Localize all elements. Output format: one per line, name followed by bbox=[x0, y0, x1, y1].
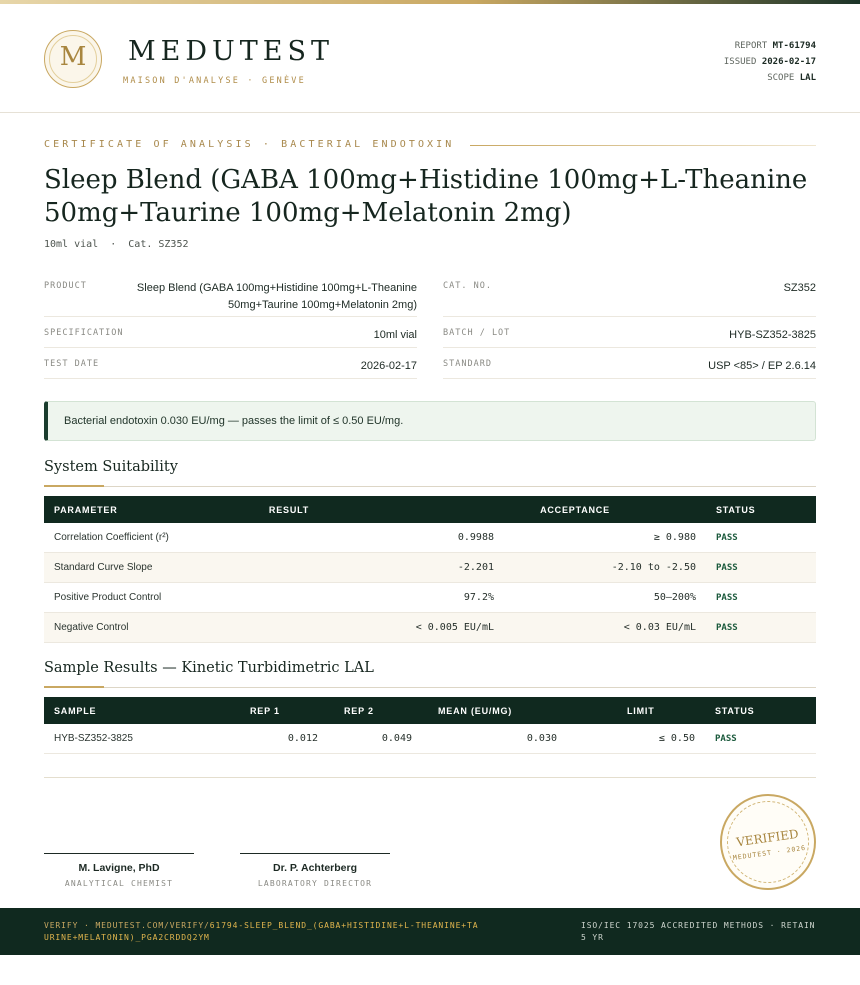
footer-bar bbox=[0, 908, 860, 955]
field-specification bbox=[44, 325, 417, 348]
brand-tagline: MAISON D'ANALYSE · GENÈVE bbox=[123, 76, 306, 86]
cell-result: 0.9988 bbox=[224, 523, 504, 553]
status-badge: PASS bbox=[706, 523, 816, 553]
section-title-samples: Sample Results — Kinetic Turbidimetric LAL bbox=[44, 660, 374, 676]
cell-result: -2.201 bbox=[224, 553, 504, 583]
signature-block-chemist bbox=[44, 853, 194, 888]
field-cat-no bbox=[443, 278, 816, 317]
issued-date: ISSUED 2026-02-17 bbox=[723, 57, 816, 67]
product-subline: 10ml vial · Cat. SZ352 bbox=[44, 239, 189, 250]
field-batch bbox=[443, 325, 816, 348]
table-row bbox=[44, 724, 816, 754]
table-row bbox=[44, 583, 816, 613]
report-scope: SCOPE LAL bbox=[767, 73, 816, 83]
verify-link[interactable]: VERIFY · MEDUTEST.COM/VERIFY/61794-SLEEP_BLEND_(GABA+HISTIDINE+L-THEANINE+TAURINE+MELATONIN)_PGA2CRDDQ2YM bbox=[44, 921, 479, 942]
cell-sample: HYB-SZ352-3825 bbox=[44, 724, 234, 754]
signature-divider bbox=[44, 777, 816, 778]
sample-results-table bbox=[44, 697, 816, 754]
table-header-row bbox=[44, 697, 816, 724]
cell-acceptance: -2.10 to -2.50 bbox=[504, 553, 706, 583]
field-value: 10ml vial bbox=[373, 329, 417, 341]
verify-code: 61794-SLEEP_BLEND_(GABA+HISTIDINE+L-THEANINE+TAURINE+MELATONIN)_PGA2CRDDQ2YM bbox=[44, 921, 479, 942]
cell-parameter: Correlation Coefficient (r²) bbox=[44, 523, 224, 553]
status-badge: PASS bbox=[706, 613, 816, 643]
field-label: PRODUCT bbox=[44, 281, 87, 291]
cell-result: < 0.005 EU/mL bbox=[224, 613, 504, 643]
signatory-role: LABORATORY DIRECTOR bbox=[257, 879, 373, 888]
section-title-suitability: System Suitability bbox=[44, 459, 178, 475]
field-value: HYB-SZ352-3825 bbox=[729, 329, 816, 341]
col-header-status: STATUS bbox=[705, 697, 816, 724]
field-value: Sleep Blend (GABA 100mg+Histidine 100mg+L-Theanine 50mg+Taurine 100mg+Melatonin 2mg) bbox=[136, 282, 417, 311]
field-label: STANDARD bbox=[443, 359, 492, 369]
signature-block-director bbox=[240, 853, 390, 888]
section-rule bbox=[44, 687, 816, 688]
document-kicker: CERTIFICATE OF ANALYSIS · BACTERIAL ENDOTOXIN bbox=[44, 139, 455, 150]
signatory-name: Dr. P. Achterberg bbox=[272, 862, 358, 874]
table-row bbox=[44, 613, 816, 643]
section-rule-accent bbox=[44, 686, 104, 688]
signatory-name: M. Lavigne, PhD bbox=[78, 862, 160, 874]
field-value: 2026-02-17 bbox=[360, 360, 417, 372]
signatory-role: ANALYTICAL CHEMIST bbox=[64, 879, 174, 888]
result-notice-text: Bacterial endotoxin 0.030 EU/mg — passes the limit of ≤ 0.50 EU/mg. bbox=[64, 415, 404, 427]
cell-acceptance: < 0.03 EU/mL bbox=[504, 613, 706, 643]
field-value: USP <85> / EP 2.6.14 bbox=[708, 360, 816, 372]
verified-stamp bbox=[714, 788, 822, 896]
table-row bbox=[44, 523, 816, 553]
status-badge: PASS bbox=[706, 583, 816, 613]
cell-parameter: Negative Control bbox=[44, 613, 224, 643]
col-header-result: RESULT bbox=[224, 496, 504, 523]
suitability-table bbox=[44, 496, 816, 643]
cell-acceptance: 50–200% bbox=[504, 583, 706, 613]
brand-logo: M bbox=[44, 30, 102, 88]
table-header-row bbox=[44, 496, 816, 523]
field-label: TEST DATE bbox=[44, 359, 100, 369]
col-header-status: STATUS bbox=[706, 496, 816, 523]
cell-result: 97.2% bbox=[224, 583, 504, 613]
product-title: Sleep Blend (GABA 100mg+Histidine 100mg+L-Theanine 50mg+Taurine 100mg+Melatonin 2mg) bbox=[44, 165, 808, 228]
col-header-sample: SAMPLE bbox=[44, 697, 234, 724]
cell-rep2: 0.049 bbox=[328, 724, 422, 754]
section-rule bbox=[44, 486, 816, 487]
stamp-text: VERIFIED bbox=[735, 826, 800, 850]
kicker-divider bbox=[470, 145, 816, 146]
cell-rep1: 0.012 bbox=[234, 724, 328, 754]
field-product bbox=[44, 278, 417, 317]
col-header-limit: LIMIT bbox=[567, 697, 705, 724]
col-header-acceptance: ACCEPTANCE bbox=[504, 496, 706, 523]
cell-parameter: Positive Product Control bbox=[44, 583, 224, 613]
col-header-rep1: REP 1 bbox=[234, 697, 328, 724]
field-test-date bbox=[44, 356, 417, 379]
cell-limit: ≤ 0.50 bbox=[567, 724, 705, 754]
report-header bbox=[0, 4, 860, 113]
col-header-mean: MEAN (EU/MG) bbox=[422, 697, 567, 724]
cell-acceptance: ≥ 0.980 bbox=[504, 523, 706, 553]
col-header-parameter: PARAMETER bbox=[44, 496, 224, 523]
col-header-rep2: REP 2 bbox=[328, 697, 422, 724]
report-id: REPORT MT-61794 bbox=[734, 41, 816, 51]
cell-parameter: Standard Curve Slope bbox=[44, 553, 224, 583]
status-badge: PASS bbox=[706, 553, 816, 583]
field-label: BATCH / LOT bbox=[443, 328, 511, 338]
table-row bbox=[44, 553, 816, 583]
status-badge: PASS bbox=[705, 724, 816, 754]
section-rule-accent bbox=[44, 485, 104, 487]
result-notice bbox=[44, 401, 816, 441]
report-meta bbox=[724, 38, 816, 86]
cell-mean: 0.030 bbox=[422, 724, 567, 754]
accreditation-note: ISO/IEC 17025 ACCREDITED METHODS · RETAIN 5 YR bbox=[581, 921, 816, 942]
field-standard bbox=[443, 356, 816, 379]
field-label: CAT. NO. bbox=[443, 281, 492, 291]
field-label: SPECIFICATION bbox=[44, 328, 124, 338]
brand-name: MEDUTEST bbox=[128, 36, 334, 67]
field-value: SZ352 bbox=[783, 282, 816, 294]
stamp-subtext: MEDUTEST · 2026 bbox=[732, 843, 807, 862]
